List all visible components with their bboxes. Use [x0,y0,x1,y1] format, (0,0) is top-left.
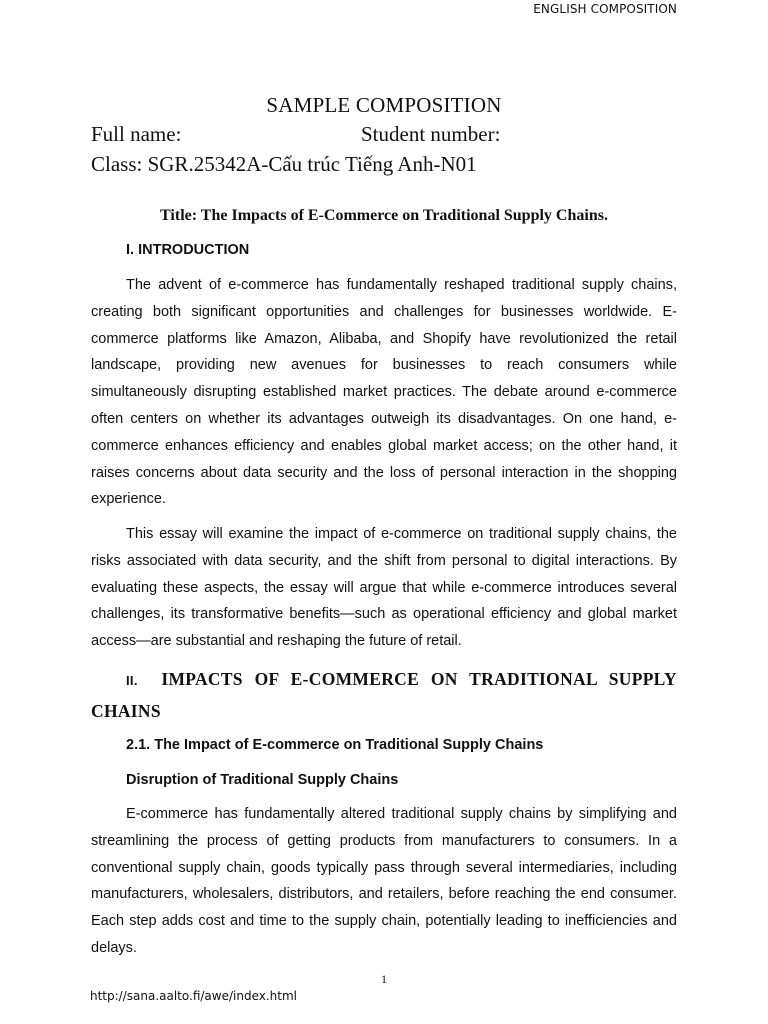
subsection-2-1-heading: 2.1. The Impact of E-commerce on Traditional Supply Chains [126,737,544,753]
composition-title: SAMPLE COMPOSITION [266,93,502,117]
intro-paragraph-1: The advent of e-commerce has fundamentally reshaped traditional supply chains, creating both significant opportunities and challenges for businesses worldwide. E-commerce platforms like Amazon, Alibaba, and Shopify have revolutionized the retail landscape, providing new avenues for businesses to reach consumers while simultaneously disrupting established market practices. The debate around e-commerce often centers on whether its advantages outweigh its disadvantages. On one hand, e-commerce enhances efficiency and enables global market access; on the other hand, it raises concerns about data security and the loss of personal interaction in the shopping experience. [91,277,677,508]
disruption-subheading: Disruption of Traditional Supply Chains [126,772,399,788]
running-header: ENGLISH COMPOSITION [533,2,677,16]
section-2-heading-text: IMPACTS OF E-COMMERCE ON TRADITIONAL SUPPLY CHAINS [91,669,677,721]
class-line: Class: SGR.25342A-Cấu trúc Tiếng Anh-N01 [91,152,477,176]
page-number: 1 [381,972,387,986]
section-1-heading: I. INTRODUCTION [126,242,250,258]
essay-title: Title: The Impacts of E-Commerce on Traditional Supply Chains. [160,207,608,224]
full-name-label: Full name: [91,122,182,146]
intro-paragraph-2: This essay will examine the impact of e-commerce on traditional supply chains, the risks associated with data security, and the shift from personal to digital interactions. By evaluating these aspects, the essay will argue that while e-commerce introduces several challenges, its transformative benefits—such as operational efficiency and global market access—are substantial and reshaping the future of retail. [91,526,677,650]
section-2-heading [91,664,677,727]
body-paragraph-1: E-commerce has fundamentally altered traditional supply chains by simplifying and streamlining the process of getting products from manufacturers to consumers. In a conventional supply chain, goods typically pass through several intermediaries, including manufacturers, wholesalers, distributors, and retailers, before reaching the end consumer. Each step adds cost and time to the supply chain, potentially leading to inefficiencies and delays. [91,806,677,956]
student-number-label: Student number: [361,122,501,146]
section-2-number: II. [126,673,138,688]
footer-url: http://sana.aalto.fi/awe/index.html [90,989,298,1003]
